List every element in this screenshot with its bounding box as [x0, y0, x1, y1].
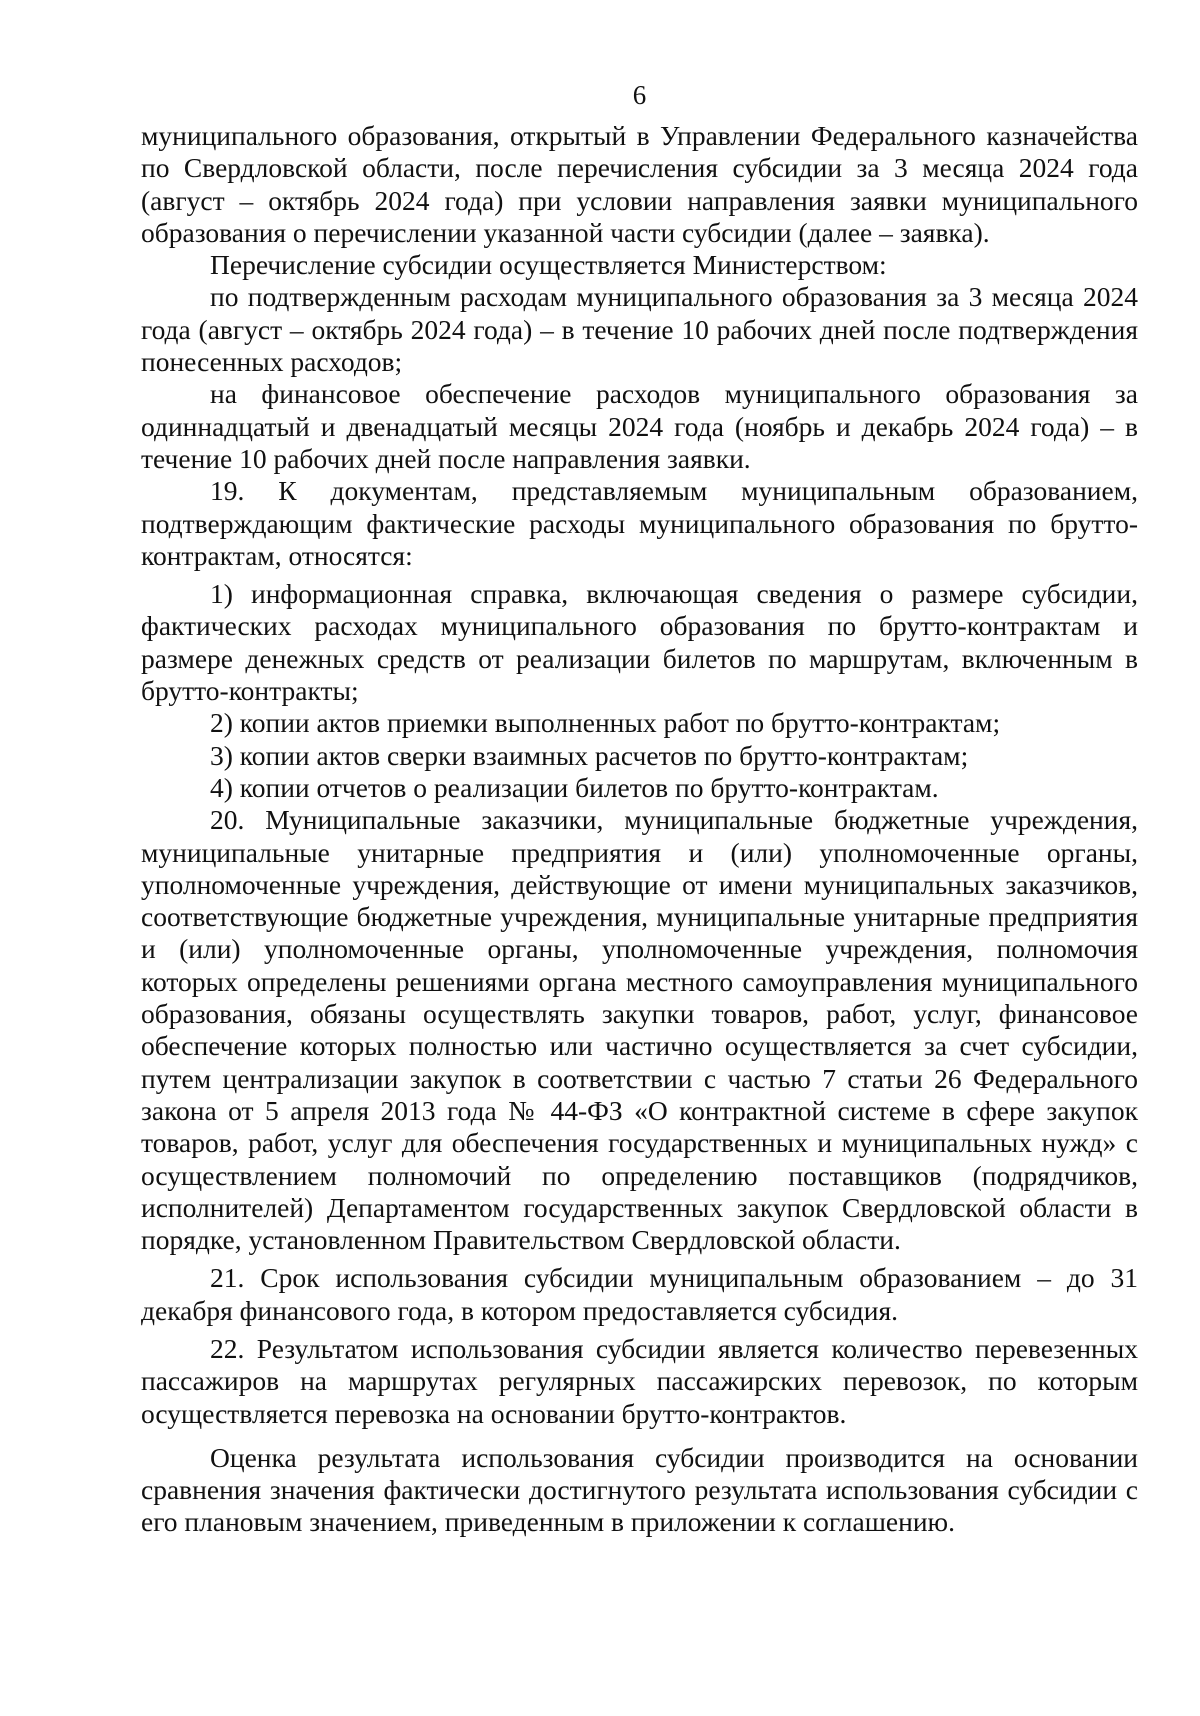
- paragraph-item-19-2: 2) копии актов приемки выполненных работ по брутто-контрактам;: [210, 707, 1001, 739]
- paragraph-item-21: 21. Срок использования субсидии муниципальным образованием – до 31 декабря финансового года, в котором предоставляется субсидия.: [141, 1262, 1138, 1326]
- paragraph-transfer-confirmed: по подтвержденным расходам муниципального образования за 3 месяца 2024 года (август – октябрь 2024 года) – в течение 10 рабочих дней после подтверждения понесенных расходов;: [141, 281, 1138, 378]
- paragraph-item-19: 19. К документам, представляемым муниципальным образованием, подтверждающим фактические расходы муниципального образования по брутто-контрактам, относятся:: [141, 475, 1138, 571]
- paragraph-item-19-3: 3) копии актов сверки взаимных расчетов по брутто-контрактам;: [210, 739, 969, 771]
- paragraph-transfer-financing: на финансовое обеспечение расходов муниципального образования за одиннадцатый и двенадцатый месяцы 2024 года (ноябрь и декабрь 2024 года) – в течение 10 рабочих дней после направления заявки.: [141, 378, 1138, 474]
- document-page: [141, 0, 1138, 1716]
- paragraph-item-22: 22. Результатом использования субсидии является количество перевезенных пассажиров на маршрутах регулярных пассажирских перевозок, по которым осуществляется перевозка на основании брутто-контрактов.: [141, 1332, 1138, 1429]
- document-body: [141, 120, 1138, 1539]
- page-number: 6: [632, 80, 647, 110]
- paragraph-result-evaluation: Оценка результата использования субсидии производится на основании сравнения значения фактически достигнутого результата использования субсидии с его плановым значением, приведенным в приложении к соглашению.: [141, 1441, 1138, 1538]
- paragraph-item-19-4: 4) копии отчетов о реализации билетов по брутто-контрактам.: [210, 771, 939, 803]
- paragraph-item-19-1: 1) информационная справка, включающая сведения о размере субсидии, фактических расходах муниципального образования по брутто-контрактам и размере денежных средств от реализации билетов по маршрутам, включенным в брутто-контракты;: [141, 578, 1138, 707]
- paragraph-continuation: муниципального образования, открытый в Управлении Федерального казначейства по Свердловской области, после перечисления субсидии за 3 месяца 2024 года (август – октябрь 2024 года) при условии направления заявки муниципального образования о перечислении указанной части субсидии (далее – заявка).: [141, 120, 1138, 248]
- paragraph-transfer-intro: Перечисление субсидии осуществляется Министерством:: [210, 249, 887, 281]
- paragraph-item-20: 20. Муниципальные заказчики, муниципальные бюджетные учреждения, муниципальные унитарные предприятия и (или) уполномоченные органы, уполномоченные учреждения, действующие от имени муниципальных заказчиков, соответствующие бюджетные учреждения, муниципальные унитарные предприятия и (или) уполномоченные органы, уполномоченные учреждения, полномочия которых определены решениями органа местного самоуправления муниципального образования, обязаны осуществлять закупки товаров, работ, услуг, финансовое обеспечение которых полностью или частично осуществляется за счет субсидии, путем централизации закупок в соответствии с частью 7 статьи 26 Федерального закона от 5 апреля 2013 года № 44-ФЗ «О контрактной системе в сфере закупок товаров, работ, услуг для обеспечения государственных и муниципальных нужд» с осуществлением полномочий по определению поставщиков (подрядчиков, исполнителей) Департаментом государственных закупок Свердловской области в порядке, установленном Правительством Свердловской области.: [141, 804, 1138, 1256]
